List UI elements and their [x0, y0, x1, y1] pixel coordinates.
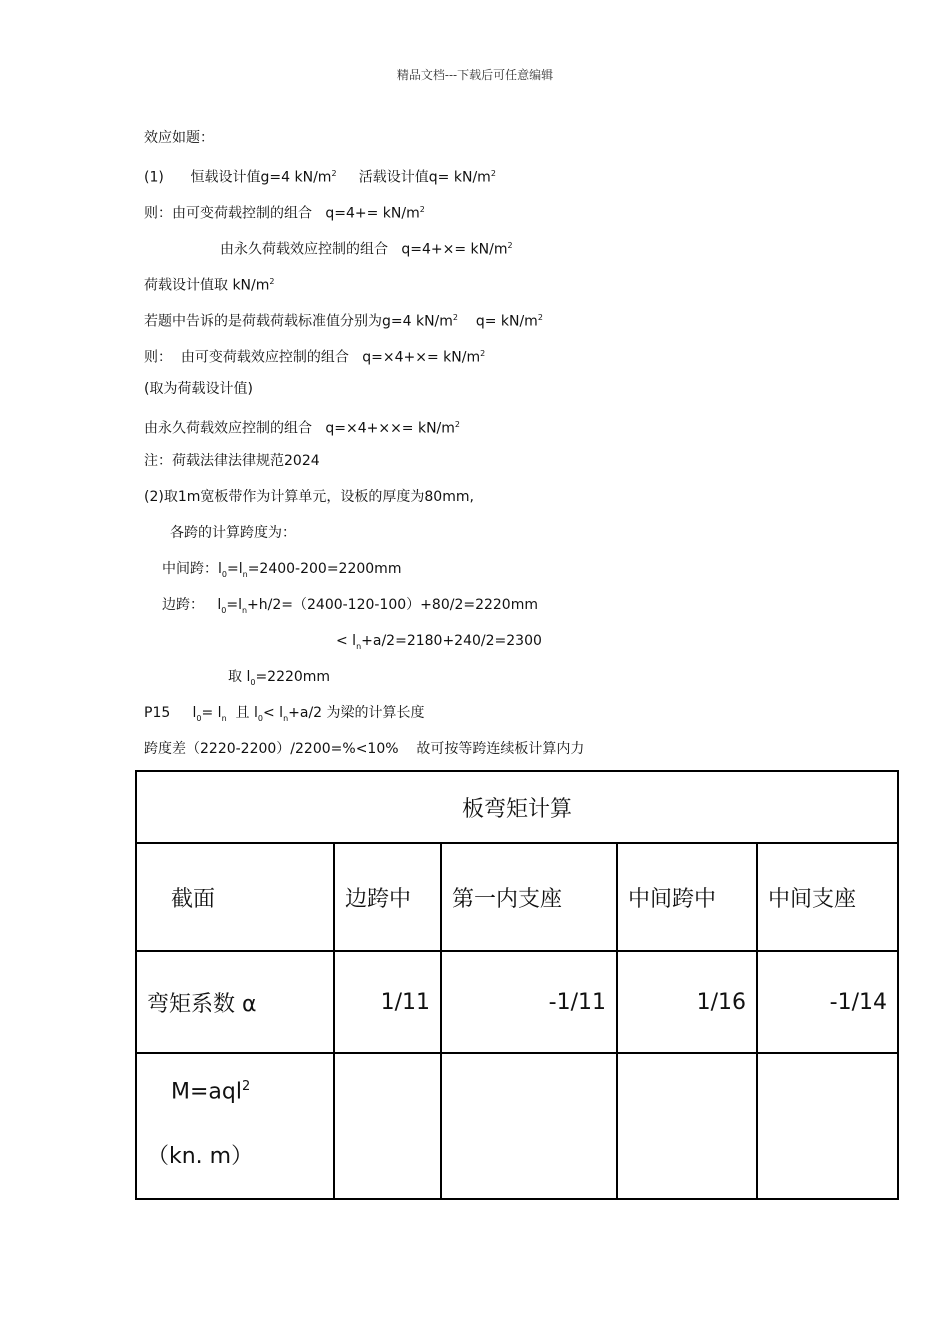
- header-cell: 边跨中: [334, 843, 441, 951]
- table-cell: [441, 1053, 617, 1199]
- header-cell: 中间跨中: [617, 843, 757, 951]
- table-row: [136, 843, 898, 951]
- table-cell: -1/14: [757, 951, 898, 1053]
- text-line: 各跨的计算跨度为：: [170, 525, 296, 541]
- header-cell: 截面: [136, 843, 334, 951]
- table-row: [136, 951, 898, 1053]
- header-cell: 第一内支座: [441, 843, 617, 951]
- row-label: M=aql$^2$ （kn. m）: [136, 1053, 334, 1199]
- table-cell: -1/11: [441, 951, 617, 1053]
- table-cell: 1/11: [334, 951, 441, 1053]
- text-line: 效应如题：: [144, 130, 214, 146]
- text-line: 注：荷载法律法律规范2024: [144, 453, 320, 469]
- text-line: 边跨： $l_0=l_n+h/2=(2400-120-100)+80/2=2220mm$: [162, 597, 538, 615]
- row-label: 弯矩系数 α: [136, 951, 334, 1053]
- text-line: P15 $l_0= l_n$ 且 $l_0< l_n+a/2$ 为梁的计算长度: [144, 705, 425, 723]
- table-cell: 1/16: [617, 951, 757, 1053]
- text-line: 中间跨：$l_0=l_n=2400-200=2200mm$: [162, 561, 402, 579]
- text-line: 由永久荷载效应控制的组合 $q=4+\times= kN/m^2$: [220, 241, 513, 258]
- table-title: 板弯矩计算: [136, 771, 898, 843]
- text-line: < $l_n+a/2=2180+240/2=2300$: [336, 633, 542, 651]
- table-cell: [334, 1053, 441, 1199]
- text-line: 荷载设计值取 $kN/m^2$: [144, 277, 275, 294]
- text-line: 则： 由可变荷载效应控制的组合 $q=\times 4+\times= kN/m^2$: [144, 349, 486, 366]
- page-header: 精品文档---下载后可任意编辑: [396, 68, 554, 82]
- text-line: 由永久荷载效应控制的组合 $q=\times 4+\times\times= kN/m^2$: [144, 420, 461, 437]
- table-row: [136, 1053, 898, 1199]
- header-cell: 中间支座: [757, 843, 898, 951]
- text-line: (取为荷载设计值): [144, 381, 253, 397]
- text-line: 取 $l_0=2220mm$: [228, 669, 331, 687]
- text-line: (2)取1m宽板带作为计算单元，设板的厚度为80mm,: [144, 489, 474, 505]
- moment-table: [135, 770, 899, 1200]
- table-cell: [757, 1053, 898, 1199]
- table-cell: [617, 1053, 757, 1199]
- text-line: 则：由可变荷载控制的组合 $q=4+= kN/m^2$: [144, 205, 425, 222]
- text-line: 若题中告诉的是荷载荷载标准值分别为g=4 $kN/m^2$ $q= kN/m^2$: [144, 313, 543, 330]
- text-line: (1) 恒载设计值g=4 $kN/m^2$ 活载设计值$q= kN/m^2$: [144, 169, 496, 186]
- text-line: 跨度差（2220-2200）/2200=%<10% 故可按等跨连续板计算内力: [144, 741, 585, 757]
